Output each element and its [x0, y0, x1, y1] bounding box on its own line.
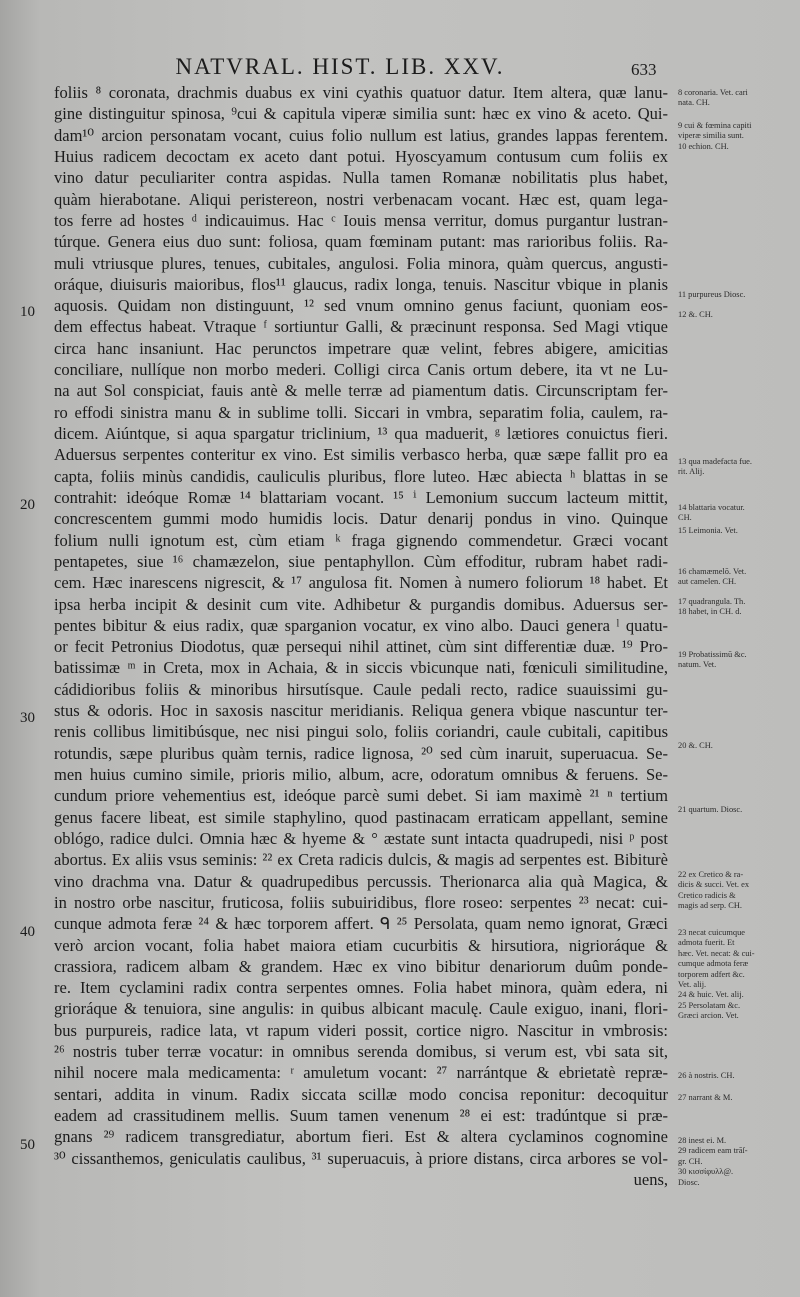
margin-note-line: dicis & succi. Vet. ex — [678, 880, 750, 890]
text-line: dam¹⁰ arcion personatam vocant, cuius folio nullum est latius, grandes lappas ferentem. — [54, 125, 668, 145]
margin-note-line: Diosc. — [678, 1177, 700, 1187]
text-line: stus & odoris. Hoc in saxosis nascitur meridianis. Reliqua genera vbique nascuntur ter- — [54, 701, 668, 721]
text-line: pentes bibitur & eius radix, quæ sparganion vocatur, ex vino albo. Dauci genera ˡ quatu- — [54, 615, 668, 635]
margin-note-line: magis ad serp. CH. — [678, 901, 742, 911]
margin-note-line: gr. CH. — [678, 1156, 703, 1166]
text-line: cunque admota feræ ²⁴ & hæc torporem affert. ᑫ ²⁵ Persolata, quam nemo ignorat, Græci — [54, 914, 668, 934]
text-line: pentapetes, siue ¹⁶ chamæzelon, siue pentaphyllon. Cùm effoditur, rubram habet radi- — [54, 551, 668, 571]
margin-note-line: 18 habet, in CH. d. — [678, 607, 742, 617]
margin-note — [678, 290, 796, 300]
text-line: dicem. Aiúntque, si aqua spargatur triclinium, ¹³ qua maduerit, ᵍ lætiores conuictus fieri. — [54, 424, 668, 443]
line-number-10: 10 — [20, 304, 35, 320]
text-line: vino drachma vna. Datur & quadrupedibus percussis. Therionarca alia quà Magica, & — [54, 871, 668, 891]
margin-note — [678, 121, 796, 152]
text-line: folium nulli ignotum est, cùm etiam ᵏ fraga gignendo commendetur. Græci vocant — [54, 530, 668, 550]
text-line: circa hanc insaniunt. Hac perunctos impetrare quæ velint, febres abigere, amicitias — [54, 338, 668, 358]
text-line: uens, — [633, 1169, 668, 1189]
text-line: aquosis. Quidam non distinguunt, ¹² sed vnum omnino genus faciunt, quoniam eos- — [54, 296, 668, 316]
margin-note — [678, 597, 796, 618]
text-line: renis collibus limitibúsque, nec nisi pingui solo, foliis coriandri, caule cubitali, capitibus — [54, 722, 668, 742]
margin-note-line: 29 radicem eam trāſ- — [678, 1146, 748, 1156]
text-line: re. Item cyclamini radix contra serpentes omnes. Folia habet minora, quàm edera, ni — [54, 978, 668, 998]
margin-notes-column — [678, 0, 798, 1297]
text-line: genus facere libeat, est simile staphylino, quod pastinacam erraticam appellant, semine — [54, 807, 668, 827]
margin-note-line: 12 &. CH. — [678, 310, 713, 319]
text-line: quàm hierabotane. Aliqui peristereon, nostri verbenacam vocant. Hæc est, quam lega- — [54, 189, 668, 209]
margin-note — [678, 1093, 796, 1103]
margin-note — [678, 1071, 796, 1081]
text-line: bus purpureis, radice lata, vt rapum videri possit, cortice nigro. Nascitur in vmbrosis: — [54, 1020, 668, 1040]
text-line: oblógo, radice dulci. Omnia hæc & hyeme & ° æstate sunt intacta quadrupedi, nisi ᵖ post — [54, 828, 668, 848]
margin-note-line: 22 ex Cretico & ra- — [678, 870, 744, 879]
text-line: ro effodi sinistra manu & in sublime tolli. Siccari in vmbra, separatim folia, caulem, ra- — [54, 402, 668, 422]
margin-note — [678, 457, 796, 478]
text-line: in nostro orbe nascitur, fruticosa, foliis subuiridibus, flore roseo: serpentes ²³ necat: cui- — [54, 892, 668, 912]
text-line: foliis ⁸ coronata, drachmis duabus ex vini cyathis quatuor datur. Item altera, quæ lanu- — [54, 83, 668, 102]
text-line: oráque, diuisuris maioribus, flos¹¹ glaucus, radix longa, tenuis. Nascitur vbique in planis — [54, 274, 668, 294]
text-line: cundum priore vehementius est, ideóque parcè sumi debet. Si iam maximè ²¹ ⁿ tertium — [54, 786, 668, 806]
text-line: túrque. Genera eius duo sunt: foliosa, quam fœminam putant: mas rarioribus foliis. Ra- — [54, 232, 668, 252]
text-line: gnans ²⁹ radicem transgrediatur, abortum fieri. Est & altera cyclaminos cognomine — [54, 1127, 668, 1147]
margin-note-line: nata. CH. — [678, 98, 710, 108]
margin-note-line: 28 inest ei. M. — [678, 1136, 727, 1145]
latin-body-text — [54, 82, 668, 1190]
text-line: verò arcion vocant, folia habet maiora etiam cucurbitis & hirsutiora, nigrioráque & — [54, 935, 668, 955]
text-line: tos ferre ad hostes ᵈ indicauimus. Hac ᶜ Iouis mensa verritur, domus purgantur lustran- — [54, 210, 668, 230]
text-line: eadem ad crassitudinem mellis. Suum tamen venenum ²⁸ ei est: tradúntque si præ- — [54, 1106, 668, 1125]
text-line: crassiora, radicem albam & grandem. Hæc ex vino bibitur denariorum duûm ponde- — [54, 956, 668, 976]
margin-note — [678, 503, 796, 524]
margin-note-line: 14 blattaria vocatur. — [678, 503, 745, 512]
text-line: cádidioribus foliis & minoribus hirsutísque. Caule pedali recto, radice suauissimi gu- — [54, 679, 668, 699]
text-line: Aduersus serpentes conteritur ex vino. Est similis verbasco herba, quæ sæpe fallit pro ea — [54, 445, 668, 465]
text-line: or fecit Petronius Diodotus, quæ persequi nihil attinet, cùm sint differentiæ duæ. ¹⁹ Pro- — [54, 637, 668, 657]
margin-note — [678, 1136, 796, 1188]
text-line: dem effectus habeat. Vtraque ᶠ sortiuntur Galli, & præcinunt responsa. Sed Magi vtique — [54, 317, 668, 337]
margin-note-line: 27 narrant & M. — [678, 1093, 733, 1102]
margin-note-line: CH. — [678, 513, 692, 523]
page-number: 633 — [631, 60, 657, 79]
margin-note-line: 24 & huic. Vet. alij. — [678, 990, 744, 1000]
text-line: nihil nocere mala medicamenta: ʳ amuletum vocant: ²⁷ narrántque & ebrietatè repræ- — [54, 1063, 668, 1083]
text-line: muli vtriusque plures, tenues, cubitales, angulosi. Folia minora, quàm quercus, angusti- — [54, 253, 668, 273]
margin-note — [678, 805, 796, 815]
text-line: conciliare, nullíque non morbo mederi. Colligi circa Canis ortum debere, ita vt ne Lu- — [54, 360, 668, 380]
margin-note-line: viperæ similia sunt. — [678, 131, 744, 141]
margin-note — [678, 741, 796, 751]
margin-note-line: 15 Leimonia. Vet. — [678, 526, 738, 535]
margin-note-line: 9 cui & fœmina capiti — [678, 121, 752, 130]
margin-note — [678, 526, 796, 536]
text-line: rotundis, sæpe pluribus quàm ternis, radice lignosa, ²⁰ sed cùm inaruit, superuacua. Se- — [54, 743, 668, 763]
running-head: NATVRAL. HIST. LIB. XXV. — [175, 54, 505, 79]
text-line: grioráque & tenuiora, sine angulis: in quibus albicant maculę. Caule exiguo, inani, flori- — [54, 999, 668, 1019]
text-line: capta, foliis minùs candidis, cauliculis pluribus, flore luteo. Hæc abiecta ʰ blattas in se — [54, 466, 668, 486]
margin-note — [678, 567, 796, 588]
margin-note-line: 17 quadrangula. Th. — [678, 597, 746, 606]
line-number-30: 30 — [20, 710, 35, 726]
text-line: vino datur peculiariter contra aspidas. Nulla tamen Romanæ nobilitatis plus habet, — [54, 168, 668, 188]
margin-note-line: 16 chamæmelō. Vet. — [678, 567, 747, 576]
text-line: batissimæ ᵐ in Creta, mox in Achaia, & in siccis vbicunque nati, fœniculi similitudine, — [54, 658, 668, 678]
margin-note-line: 23 necat cuicumque — [678, 928, 745, 937]
margin-note-line: Græci arcion. Vet. — [678, 1011, 739, 1021]
text-line: abortus. Ex aliis vsus seminis: ²² ex Creta radicis dulcis, & magis ad serpentes est. Bibiturè — [54, 850, 668, 870]
margin-note-line: 10 echion. CH. — [678, 141, 729, 151]
margin-note-line: 21 quartum. Diosc. — [678, 805, 743, 814]
text-line: gine distinguitur spinosa, ⁹cui & capitula viperæ similia sunt: hæc ex vino & aceto. Qui- — [54, 104, 668, 124]
margin-note-line: 25 Persolatam &c. — [678, 1000, 741, 1010]
margin-note — [678, 650, 796, 671]
margin-note-line: 8 coronaria. Vet. cari — [678, 88, 748, 97]
line-number-20: 20 — [20, 497, 35, 513]
margin-note-line: hæc. Vet. necat: & cui- — [678, 948, 755, 958]
margin-note-line: natum. Vet. — [678, 660, 717, 670]
margin-note-line: 13 qua madefacta fue. — [678, 457, 752, 466]
text-line: ²⁶ nostris tuber terræ vocatur: in omnibus serenda domibus, si verum est, vbi sata sit, — [54, 1042, 668, 1062]
text-line: men huius cumino simile, prioris milio, album, acre, odoratum omnibus & feruens. Se- — [54, 765, 668, 784]
margin-note-line: 30 κισσίφυλλ@. — [678, 1167, 734, 1177]
text-line: na aut Sol conspiciat, fauis antè & melle terræ ad piamentum datis. Circunscriptam fer- — [54, 381, 668, 401]
margin-note-line: aut camelen. CH. — [678, 577, 737, 587]
margin-note — [678, 870, 796, 912]
text-line: sentari, addita in vinum. Radix siccata scillæ modo concisa reponitur: decoquitur — [54, 1084, 668, 1104]
margin-note — [678, 310, 796, 320]
margin-note — [678, 88, 796, 109]
margin-note-line: torporem adfert &c. — [678, 969, 745, 979]
margin-note — [678, 928, 796, 1022]
line-number-40: 40 — [20, 924, 35, 940]
margin-note-line: cumque admota feræ — [678, 959, 749, 969]
text-line: ipsa herba incipit & desinit cum vite. Adhibetur & purgandis domibus. Aduersus ser- — [54, 594, 668, 614]
line-number-50: 50 — [20, 1137, 35, 1153]
text-line: ³⁰ cissanthemos, geniculatis caulibus, ³¹ superuacuis, à priore distans, circa arbores se vol- — [54, 1148, 668, 1168]
margin-note-line: Vet. alij. — [678, 980, 707, 990]
margin-note-line: Cretico radicis & — [678, 890, 736, 900]
text-line: cem. Hæc inarescens nigrescit, & ¹⁷ angulosa fit. Nomen à numero foliorum ¹⁸ habet. Et — [54, 573, 668, 593]
text-line: concrescentem gummi modo humidis locis. Datur denarij pondus in vino. Quinque — [54, 509, 668, 529]
margin-note-line: rit. Alij. — [678, 467, 705, 477]
text-line: contrahit: ideóque Romæ ¹⁴ blattariam vocant. ¹⁵ ⁱ Lemonium succum lacteum mittit, — [54, 487, 668, 507]
margin-note-line: 20 &. CH. — [678, 741, 713, 750]
margin-note-line: 11 purpureus Diosc. — [678, 290, 746, 299]
margin-note-line: 19 Probatissimū &c. — [678, 650, 747, 659]
margin-note-line: admota fuerit. Et — [678, 938, 735, 948]
text-line: Huius radicem decoctam ex aceto dant potui. Hyoscyamum contusum cum foliis ex — [54, 146, 668, 166]
margin-note-line: 26 à nostris. CH. — [678, 1071, 735, 1080]
